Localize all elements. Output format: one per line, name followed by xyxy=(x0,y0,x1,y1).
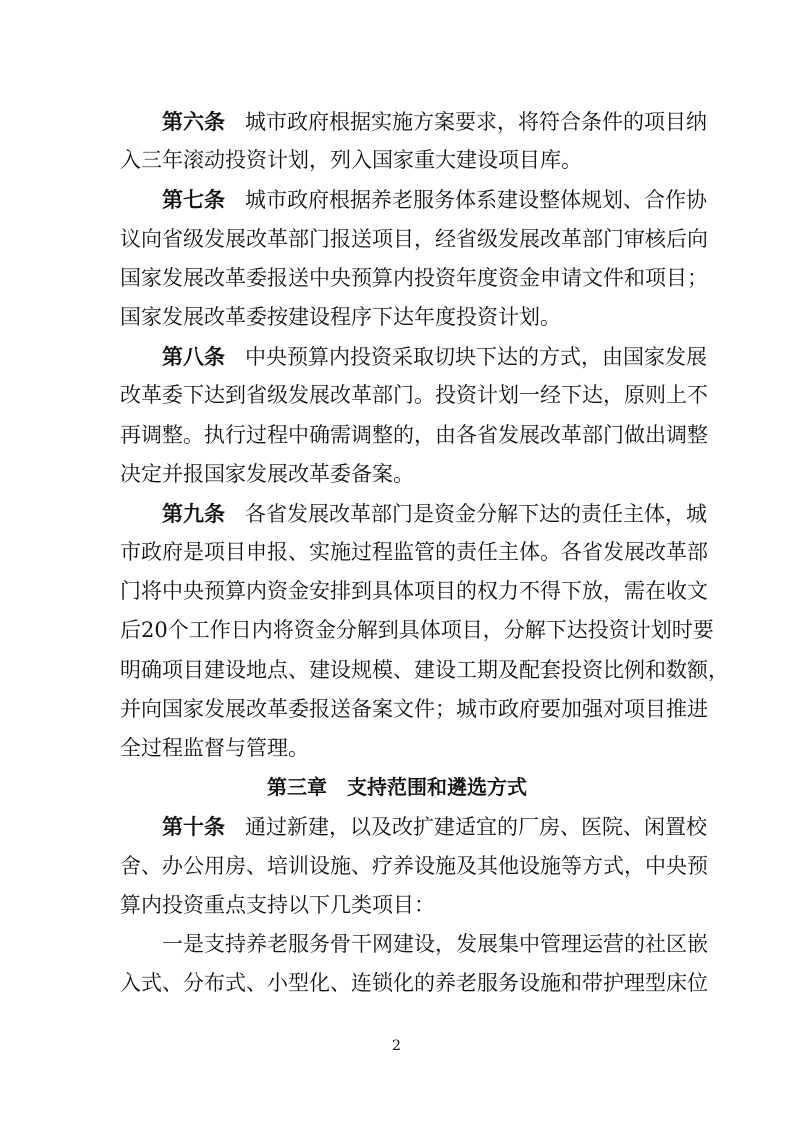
line-text: 后20个工作日内将资金分解到具体项目，分解下达投资计划时要 xyxy=(120,618,714,643)
line-text: 入式、分布式、小型化、连锁化的养老服务设施和带护理型床位 xyxy=(120,971,708,996)
line-text: 中央预算内投资采取切块下达的方式，由国家发展 xyxy=(245,345,707,370)
article-label: 第九条 xyxy=(162,500,225,526)
line-text: 各省发展改革部门是资金分解下达的责任主体，城 xyxy=(245,501,707,526)
line-text: 市政府是项目申报、实施过程监管的责任主体。各省发展改革部 xyxy=(120,540,708,565)
page-number: 2 xyxy=(392,1038,401,1054)
line-text: 入三年滚动投资计划，列入国家重大建设项目库。 xyxy=(120,148,582,173)
text-line xyxy=(120,964,708,1003)
line-text: 舍、办公用房、培训设施、疗养设施及其他设施等方式，中央预 xyxy=(120,853,708,878)
text-line xyxy=(120,337,707,376)
article-label: 第八条 xyxy=(162,344,225,370)
text-line xyxy=(120,141,674,180)
article-paragraph xyxy=(120,102,707,180)
article-paragraph xyxy=(120,180,708,337)
text-line xyxy=(120,494,707,533)
text-line xyxy=(120,220,708,259)
article-paragraph xyxy=(120,337,708,494)
line-text: 通过新建，以及改扩建适宜的厂房、医院、闲置校 xyxy=(245,815,707,840)
article-paragraph xyxy=(120,494,729,768)
line-text: 再调整。执行过程中确需调整的，由各省发展改革部门做出调整 xyxy=(120,422,708,447)
document-body xyxy=(120,102,729,1003)
text-line xyxy=(120,807,707,846)
line-text: 城市政府根据养老服务体系建设整体规划、合作协 xyxy=(245,188,707,213)
line-text: 全过程监督与管理。 xyxy=(120,736,309,760)
text-line xyxy=(120,376,708,415)
line-text: 改革委下达到省级发展改革部门。投资计划一经下达，原则上不 xyxy=(120,383,708,408)
line-text: 议向省级发展改革部门报送项目，经省级发展改革部门审核后向 xyxy=(120,226,708,251)
line-text: 城市政府根据实施方案要求，将符合条件的项目纳 xyxy=(245,110,707,134)
text-line xyxy=(120,847,708,886)
article-label: 第十条 xyxy=(162,814,225,840)
text-line xyxy=(120,455,674,494)
line-text: 国家发展改革委按建设程序下达年度投资计划。 xyxy=(120,304,561,329)
text-line xyxy=(120,102,707,141)
text-line xyxy=(120,925,708,964)
article-paragraph xyxy=(120,807,708,925)
chapter-heading: 第三章 支持范围和遴选方式 xyxy=(267,775,527,800)
text-line xyxy=(120,690,708,729)
line-text: 国家发展改革委报送中央预算内投资年度资金申请文件和项目； xyxy=(120,265,708,290)
line-text: 决定并报国家发展改革委备案。 xyxy=(120,461,414,486)
line-text: 并向国家发展改革委报送备案文件；城市政府要加强对项目推进 xyxy=(120,696,708,721)
text-line xyxy=(120,533,708,572)
text-line xyxy=(120,416,708,455)
line-text: 一是支持养老服务骨干网建设，发展集中管理运营的社区嵌 xyxy=(162,931,708,956)
article-label: 第六条 xyxy=(162,109,225,134)
line-text: 明确项目建设地点、建设规模、建设工期及配套投资比例和数额， xyxy=(120,657,729,682)
text-line xyxy=(120,180,707,219)
text-line xyxy=(120,651,729,690)
text-line xyxy=(120,572,708,611)
text-line xyxy=(120,298,674,337)
article-label: 第七条 xyxy=(162,187,225,213)
line-text: 算内投资重点支持以下几类项目： xyxy=(120,892,435,917)
article-paragraph xyxy=(120,925,708,1003)
text-line xyxy=(120,886,674,925)
text-line xyxy=(120,729,674,768)
text-line xyxy=(120,611,714,650)
line-text: 门将中央预算内资金安排到具体项目的权力不得下放，需在收文 xyxy=(120,579,708,604)
text-line xyxy=(120,259,708,298)
